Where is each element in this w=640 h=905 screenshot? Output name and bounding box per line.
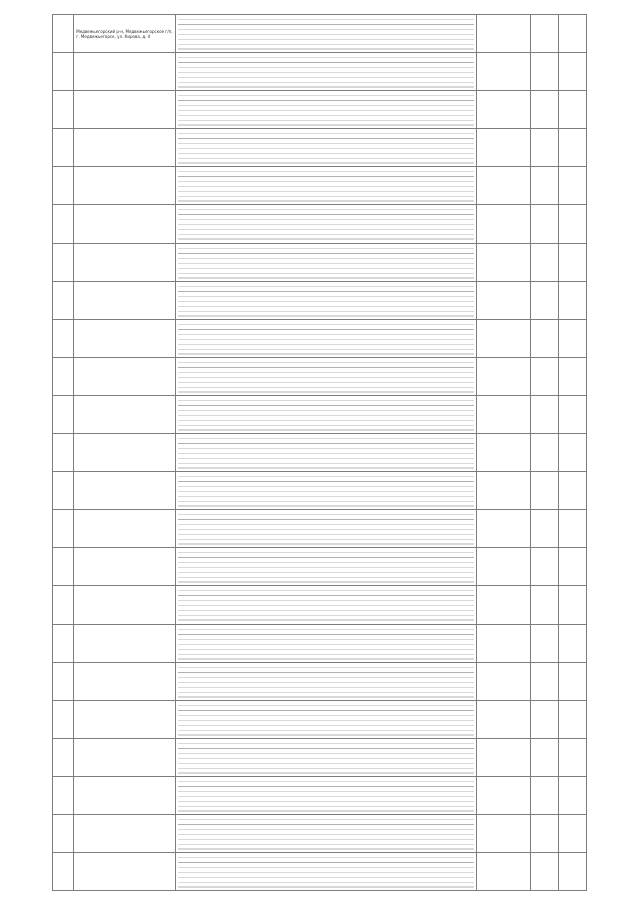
address-cell xyxy=(74,776,176,814)
table-row xyxy=(53,700,587,738)
works-list-cell xyxy=(176,776,477,814)
area-cell xyxy=(477,167,531,205)
address-cell xyxy=(74,53,176,91)
housing-register-table xyxy=(52,14,587,891)
table-row xyxy=(53,281,587,319)
year-cell xyxy=(558,91,586,129)
table-row xyxy=(53,129,587,167)
row-number-cell xyxy=(53,129,74,167)
address-cell xyxy=(74,662,176,700)
table-row xyxy=(53,205,587,243)
table-row xyxy=(53,434,587,472)
address-cell xyxy=(74,167,176,205)
row-number-cell xyxy=(53,243,74,281)
works-list-cell xyxy=(176,700,477,738)
works-list-cell xyxy=(176,357,477,395)
table-row xyxy=(53,586,587,624)
row-number-cell xyxy=(53,434,74,472)
year-cell xyxy=(531,395,559,433)
year-cell xyxy=(558,662,586,700)
year-cell xyxy=(531,243,559,281)
area-cell xyxy=(477,395,531,433)
year-cell xyxy=(558,395,586,433)
area-cell xyxy=(477,738,531,776)
address-cell: Медвежьегорский р-н, Медвежьегорское г/п, г. Медвежьегорск, ул. Кирова, д. 4 xyxy=(74,15,176,53)
works-list-cell xyxy=(176,129,477,167)
area-cell xyxy=(477,776,531,814)
year-cell xyxy=(531,624,559,662)
area-cell xyxy=(477,814,531,852)
year-cell xyxy=(558,472,586,510)
year-cell xyxy=(558,357,586,395)
address-cell xyxy=(74,205,176,243)
row-number-cell xyxy=(53,776,74,814)
row-number-cell xyxy=(53,662,74,700)
year-cell xyxy=(531,700,559,738)
year-cell xyxy=(531,53,559,91)
year-cell xyxy=(531,738,559,776)
works-list-cell xyxy=(176,167,477,205)
area-cell xyxy=(477,129,531,167)
area-cell xyxy=(477,91,531,129)
table-row xyxy=(53,776,587,814)
year-cell xyxy=(531,434,559,472)
year-cell xyxy=(558,738,586,776)
address-cell xyxy=(74,91,176,129)
works-list-cell xyxy=(176,243,477,281)
area-cell xyxy=(477,205,531,243)
table-row xyxy=(53,738,587,776)
year-cell xyxy=(531,91,559,129)
works-list-cell xyxy=(176,319,477,357)
year-cell xyxy=(531,205,559,243)
year-cell xyxy=(558,53,586,91)
row-number-cell xyxy=(53,814,74,852)
address-cell xyxy=(74,281,176,319)
table-row xyxy=(53,624,587,662)
row-number-cell xyxy=(53,167,74,205)
year-cell xyxy=(531,510,559,548)
area-cell xyxy=(477,662,531,700)
address-cell xyxy=(74,700,176,738)
year-cell xyxy=(558,281,586,319)
year-cell xyxy=(531,776,559,814)
year-cell xyxy=(531,586,559,624)
year-cell xyxy=(531,281,559,319)
year-cell xyxy=(558,167,586,205)
year-cell xyxy=(558,319,586,357)
works-list-cell xyxy=(176,738,477,776)
year-cell xyxy=(558,129,586,167)
works-list-cell xyxy=(176,395,477,433)
address-cell xyxy=(74,319,176,357)
address-cell xyxy=(74,548,176,586)
area-cell xyxy=(477,586,531,624)
row-number-cell xyxy=(53,205,74,243)
address-cell xyxy=(74,472,176,510)
area-cell xyxy=(477,243,531,281)
works-list-cell xyxy=(176,548,477,586)
address-cell xyxy=(74,434,176,472)
year-cell xyxy=(531,357,559,395)
works-list-cell xyxy=(176,15,477,53)
table-row xyxy=(53,472,587,510)
row-number-cell xyxy=(53,700,74,738)
row-number-cell xyxy=(53,53,74,91)
area-cell xyxy=(477,357,531,395)
table-row xyxy=(53,548,587,586)
area-cell xyxy=(477,319,531,357)
row-number-cell xyxy=(53,586,74,624)
works-list-cell xyxy=(176,586,477,624)
table-row xyxy=(53,357,587,395)
year-cell xyxy=(531,167,559,205)
works-list-cell xyxy=(176,91,477,129)
table-row xyxy=(53,319,587,357)
year-cell xyxy=(558,853,586,891)
row-number-cell xyxy=(53,319,74,357)
table-row xyxy=(53,510,587,548)
table-row xyxy=(53,662,587,700)
row-number-cell xyxy=(53,281,74,319)
works-list-cell xyxy=(176,853,477,891)
row-number-cell xyxy=(53,548,74,586)
row-number-cell xyxy=(53,15,74,53)
year-cell xyxy=(531,472,559,510)
works-list-cell xyxy=(176,434,477,472)
address-cell xyxy=(74,357,176,395)
area-cell xyxy=(477,548,531,586)
table-row xyxy=(53,853,587,891)
address-cell xyxy=(74,510,176,548)
table-row xyxy=(53,243,587,281)
year-cell xyxy=(558,776,586,814)
row-number-cell xyxy=(53,853,74,891)
year-cell xyxy=(531,319,559,357)
area-cell xyxy=(477,510,531,548)
year-cell xyxy=(531,548,559,586)
address-cell xyxy=(74,814,176,852)
table-row xyxy=(53,167,587,205)
year-cell xyxy=(558,510,586,548)
year-cell xyxy=(531,15,559,53)
area-cell xyxy=(477,624,531,662)
works-list-cell xyxy=(176,662,477,700)
year-cell xyxy=(531,853,559,891)
year-cell xyxy=(558,205,586,243)
row-number-cell xyxy=(53,624,74,662)
area-cell xyxy=(477,15,531,53)
area-cell xyxy=(477,472,531,510)
row-number-cell xyxy=(53,472,74,510)
address-cell xyxy=(74,853,176,891)
area-cell xyxy=(477,53,531,91)
works-list-cell xyxy=(176,814,477,852)
address-cell xyxy=(74,738,176,776)
year-cell xyxy=(558,700,586,738)
year-cell xyxy=(531,662,559,700)
area-cell xyxy=(477,434,531,472)
table-row xyxy=(53,15,587,53)
works-list-cell xyxy=(176,53,477,91)
row-number-cell xyxy=(53,395,74,433)
address-cell xyxy=(74,624,176,662)
area-cell xyxy=(477,700,531,738)
table-row xyxy=(53,53,587,91)
year-cell xyxy=(531,814,559,852)
area-cell xyxy=(477,281,531,319)
year-cell xyxy=(531,129,559,167)
year-cell xyxy=(558,548,586,586)
row-number-cell xyxy=(53,357,74,395)
year-cell xyxy=(558,243,586,281)
year-cell xyxy=(558,15,586,53)
table-row xyxy=(53,814,587,852)
year-cell xyxy=(558,586,586,624)
year-cell xyxy=(558,624,586,662)
table-row xyxy=(53,395,587,433)
row-number-cell xyxy=(53,738,74,776)
address-cell xyxy=(74,129,176,167)
works-list-cell xyxy=(176,624,477,662)
year-cell xyxy=(558,814,586,852)
year-cell xyxy=(558,434,586,472)
row-number-cell xyxy=(53,510,74,548)
area-cell xyxy=(477,853,531,891)
table-row xyxy=(53,91,587,129)
row-number-cell xyxy=(53,91,74,129)
works-list-cell xyxy=(176,510,477,548)
address-cell xyxy=(74,586,176,624)
address-cell xyxy=(74,395,176,433)
works-list-cell xyxy=(176,281,477,319)
works-list-cell xyxy=(176,472,477,510)
works-list-cell xyxy=(176,205,477,243)
address-cell xyxy=(74,243,176,281)
